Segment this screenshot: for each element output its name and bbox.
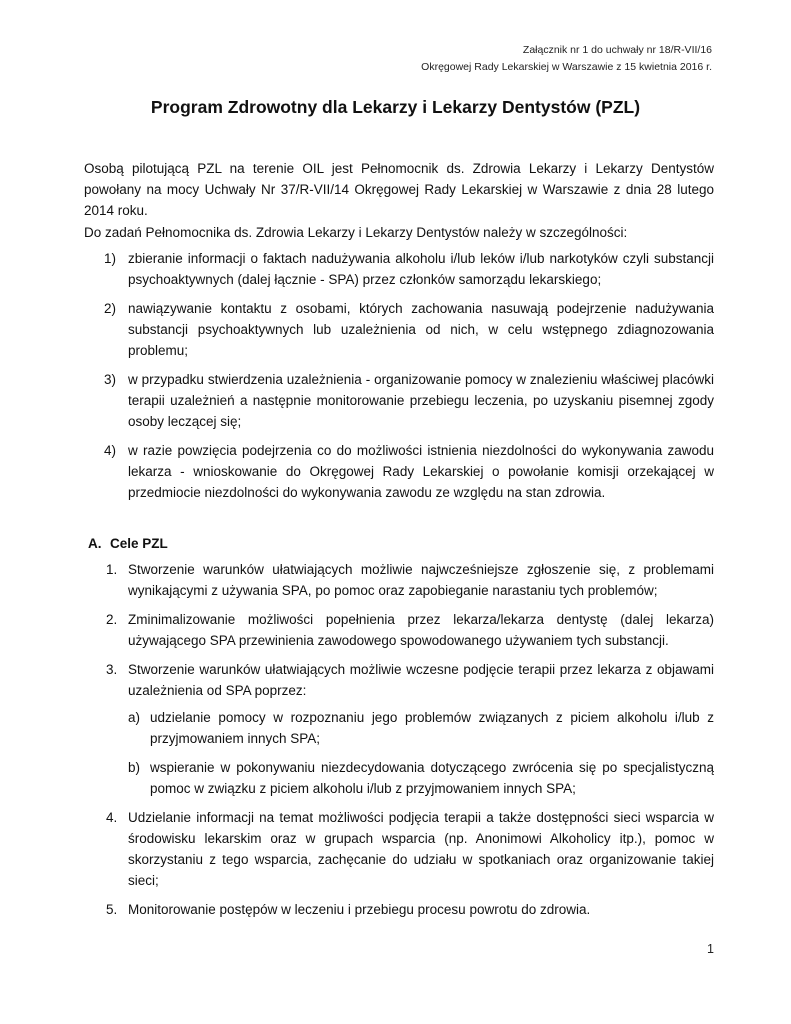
section-letter: A. (88, 536, 102, 551)
list-item (84, 659, 714, 799)
header-line-2: Okręgowej Rady Lekarskiej w Warszawie z 15 kwietnia 2016 r. (421, 61, 712, 73)
list-item (84, 559, 714, 601)
list-item (84, 298, 714, 361)
list-item-text: w razie powzięcia podejrzenia co do możliwości istnienia niezdolności do wykonywania zawodu lekarza - wnioskowanie do Okręgowej Rady Lekarskiej o powołanie komisji orzekającej w przedmiocie niezdolności do wykonywania zawodu ze względu na stan zdrowia. (128, 443, 714, 500)
document-header (421, 42, 712, 76)
list-item-text: w przypadku stwierdzenia uzależnienia - organizowanie pomocy w znalezieniu właściwej placówki terapii uzależnień a następnie monitorowanie przebiegu leczenia, po uzyskaniu pisemnej zgody osoby leczącej się; (128, 372, 714, 429)
sub-list-item-letter: b) (128, 760, 141, 775)
list-item-number: 4) (104, 443, 117, 458)
page-number: 1 (707, 942, 714, 956)
list-item-number: 1. (106, 562, 118, 577)
section-heading-text: Cele PZL (110, 536, 168, 551)
sub-list-item-text: udzielanie pomocy w rozpoznaniu jego problemów związanych z piciem alkoholu i/lub z przyjmowaniem innych SPA; (150, 710, 714, 746)
sub-list-item-letter: a) (128, 710, 141, 725)
list-item (84, 369, 714, 432)
list-item-number: 2. (106, 612, 118, 627)
list-item (84, 440, 714, 503)
list-item-number: 5. (106, 902, 118, 917)
document-title: Program Zdrowotny dla Lekarzy i Lekarzy Dentystów (PZL) (150, 97, 641, 117)
duties-list (84, 248, 714, 511)
list-item (84, 609, 714, 651)
list-item-text: Monitorowanie postępów w leczeniu i przebiegu procesu powrotu do zdrowia. (128, 902, 591, 917)
list-item-number: 4. (106, 810, 118, 825)
list-item-number: 3) (104, 372, 117, 387)
list-item-text: Stworzenie warunków ułatwiających możliwie wczesne podjęcie terapii przez lekarza z objawami uzależnienia od SPA poprzez: (128, 662, 714, 698)
sub-list-item-text: wspieranie w pokonywaniu niezdecydowania dotyczącego zwrócenia się po specjalistyczną pomoc w związku z piciem alkoholu i/lub z przyjmowaniem innych SPA; (150, 760, 714, 796)
list-item-number: 2) (104, 301, 117, 316)
list-item-text: Stworzenie warunków ułatwiających możliwie najwcześniejsze zgłoszenie się, z problemami wynikającymi z używania SPA, po pomoc oraz zapobieganie narastaniu tych problemów; (128, 562, 714, 598)
sub-list-item (128, 707, 714, 749)
section-heading (88, 533, 168, 554)
duties-intro-paragraph: Do zadań Pełnomocnika ds. Zdrowia Lekarzy i Lekarzy Dentystów należy w szczególności: (84, 225, 628, 240)
goals-list (84, 559, 714, 928)
list-item-number: 3. (106, 662, 118, 677)
header-line-1: Załącznik nr 1 do uchwały nr 18/R-VII/16 (522, 44, 712, 56)
intro-paragraph: Osobą pilotującą PZL na terenie OIL jest Pełnomocnik ds. Zdrowia Lekarzy i Lekarzy Dentystów powołany na mocy Uchwały Nr 37/R-VII/14 Okręgowej Rady Lekarskiej w Warszawie z dnia 28 lutego 2014 roku. (84, 161, 714, 218)
list-item-text: zbieranie informacji o faktach nadużywania alkoholu i/lub leków i/lub narkotyków czyli substancji psychoaktywnych (dalej łącznie - SPA) przez członków samorządu lekarskiego; (128, 251, 714, 287)
list-item-text: Udzielanie informacji na temat możliwości podjęcia terapii a także dostępności sieci wsparcia w środowisku lekarskim oraz w grupach wsparcia (np. Anonimowi Alkoholicy itp.), pomoc w skorzystaniu z tego wsparcia, zachęcanie do udziału w spotkaniach oraz organizowanie takiej sieci; (128, 810, 714, 888)
sub-list-item (128, 757, 714, 799)
list-item-text: Zminimalizowanie możliwości popełnienia przez lekarza/lekarza dentystę (dalej lekarza) używającego SPA przewinienia zawodowego spowodowanego używaniem tych substancji. (128, 612, 714, 648)
list-item (84, 899, 714, 920)
list-item-number: 1) (104, 251, 117, 266)
sub-list (128, 707, 714, 799)
list-item-text: nawiązywanie kontaktu z osobami, których zachowania nasuwają podejrzenie nadużywania substancji psychoaktywnych lub uzależnienia od nich, w celu wstępnego zdiagnozowania problemu; (128, 301, 714, 358)
list-item (84, 807, 714, 891)
list-item (84, 248, 714, 290)
